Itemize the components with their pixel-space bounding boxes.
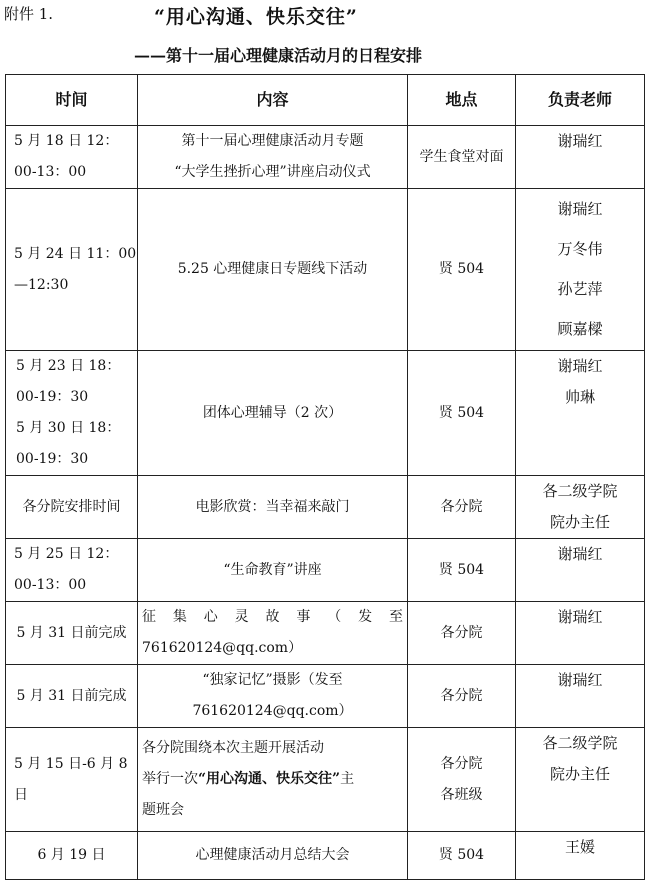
cell-content: “生命教育”讲座 — [138, 539, 408, 602]
table-row — [6, 602, 645, 665]
cell-location: 各分院 — [408, 476, 516, 539]
attachment-label: 附件 1. — [4, 5, 54, 23]
cell-location: 贤 504 — [408, 189, 516, 351]
cell-time: 5 月 24 日 11：00 —12:30 — [6, 189, 138, 351]
cell-time: 6 月 19 日 — [6, 832, 138, 880]
cell-teacher: 王媛 — [516, 832, 645, 880]
table-row — [6, 539, 645, 602]
cell-teacher: 谢瑞红 — [516, 126, 645, 189]
cell-content: 心理健康活动月总结大会 — [138, 832, 408, 880]
table-row — [6, 126, 645, 189]
cell-location: 各分院 — [408, 602, 516, 665]
cell-teacher: 谢瑞红 帅琳 — [516, 351, 645, 476]
header-content: 内容 — [138, 75, 408, 126]
header-time: 时间 — [6, 75, 138, 126]
cell-time: 5 月 15 日-6 月 8 日 — [6, 728, 138, 832]
cell-content: 第十一届心理健康活动月专题 “大学生挫折心理”讲座启动仪式 — [138, 126, 408, 189]
cell-teacher: 各二级学院 院办主任 — [516, 728, 645, 832]
table-row — [6, 476, 645, 539]
cell-content: 5.25 心理健康日专题线下活动 — [138, 189, 408, 351]
table-row — [6, 665, 645, 728]
cell-time: 5 月 31 日前完成 — [6, 665, 138, 728]
cell-time: 各分院安排时间 — [6, 476, 138, 539]
cell-content: 征集心灵故事（发至 761620124@qq.com） — [138, 602, 408, 665]
cell-location: 贤 504 — [408, 539, 516, 602]
table-row — [6, 189, 645, 351]
cell-location: 各分院 — [408, 665, 516, 728]
cell-time: 5 月 25 日 12： 00-13：00 — [6, 539, 138, 602]
cell-location: 贤 504 — [408, 351, 516, 476]
header-location: 地点 — [408, 75, 516, 126]
header-teacher: 负责老师 — [516, 75, 645, 126]
cell-time: 5 月 23 日 18： 00-19：30 5 月 30 日 18： 00-19：30 — [6, 351, 138, 476]
document-title: “用心沟通、快乐交往” — [154, 6, 358, 28]
cell-teacher: 谢瑞红 — [516, 602, 645, 665]
table-row — [6, 351, 645, 476]
schedule-table — [5, 74, 645, 880]
table-row — [6, 728, 645, 832]
cell-teacher: 谢瑞红 万冬伟 孙艺萍 顾嘉樑 — [516, 189, 645, 351]
cell-content: 团体心理辅导（2 次） — [138, 351, 408, 476]
cell-content: 电影欣赏：当幸福来敲门 — [138, 476, 408, 539]
cell-teacher: 各二级学院 院办主任 — [516, 476, 645, 539]
cell-teacher: 谢瑞红 — [516, 539, 645, 602]
table-header-row — [6, 75, 645, 126]
cell-location: 各分院 各班级 — [408, 728, 516, 832]
document-subtitle: ——第十一届心理健康活动月的日程安排 — [134, 46, 423, 65]
cell-content: “独家记忆”摄影（发至 761620124@qq.com） — [138, 665, 408, 728]
cell-time: 5 月 18 日 12： 00-13：00 — [6, 126, 138, 189]
cell-time: 5 月 31 日前完成 — [6, 602, 138, 665]
cell-location: 学生食堂对面 — [408, 126, 516, 189]
table-row — [6, 832, 645, 880]
cell-teacher: 谢瑞红 — [516, 665, 645, 728]
cell-content: 各分院围绕本次主题开展活动 举行一次“用心沟通、快乐交往”主 题班会 — [138, 728, 408, 832]
cell-location: 贤 504 — [408, 832, 516, 880]
